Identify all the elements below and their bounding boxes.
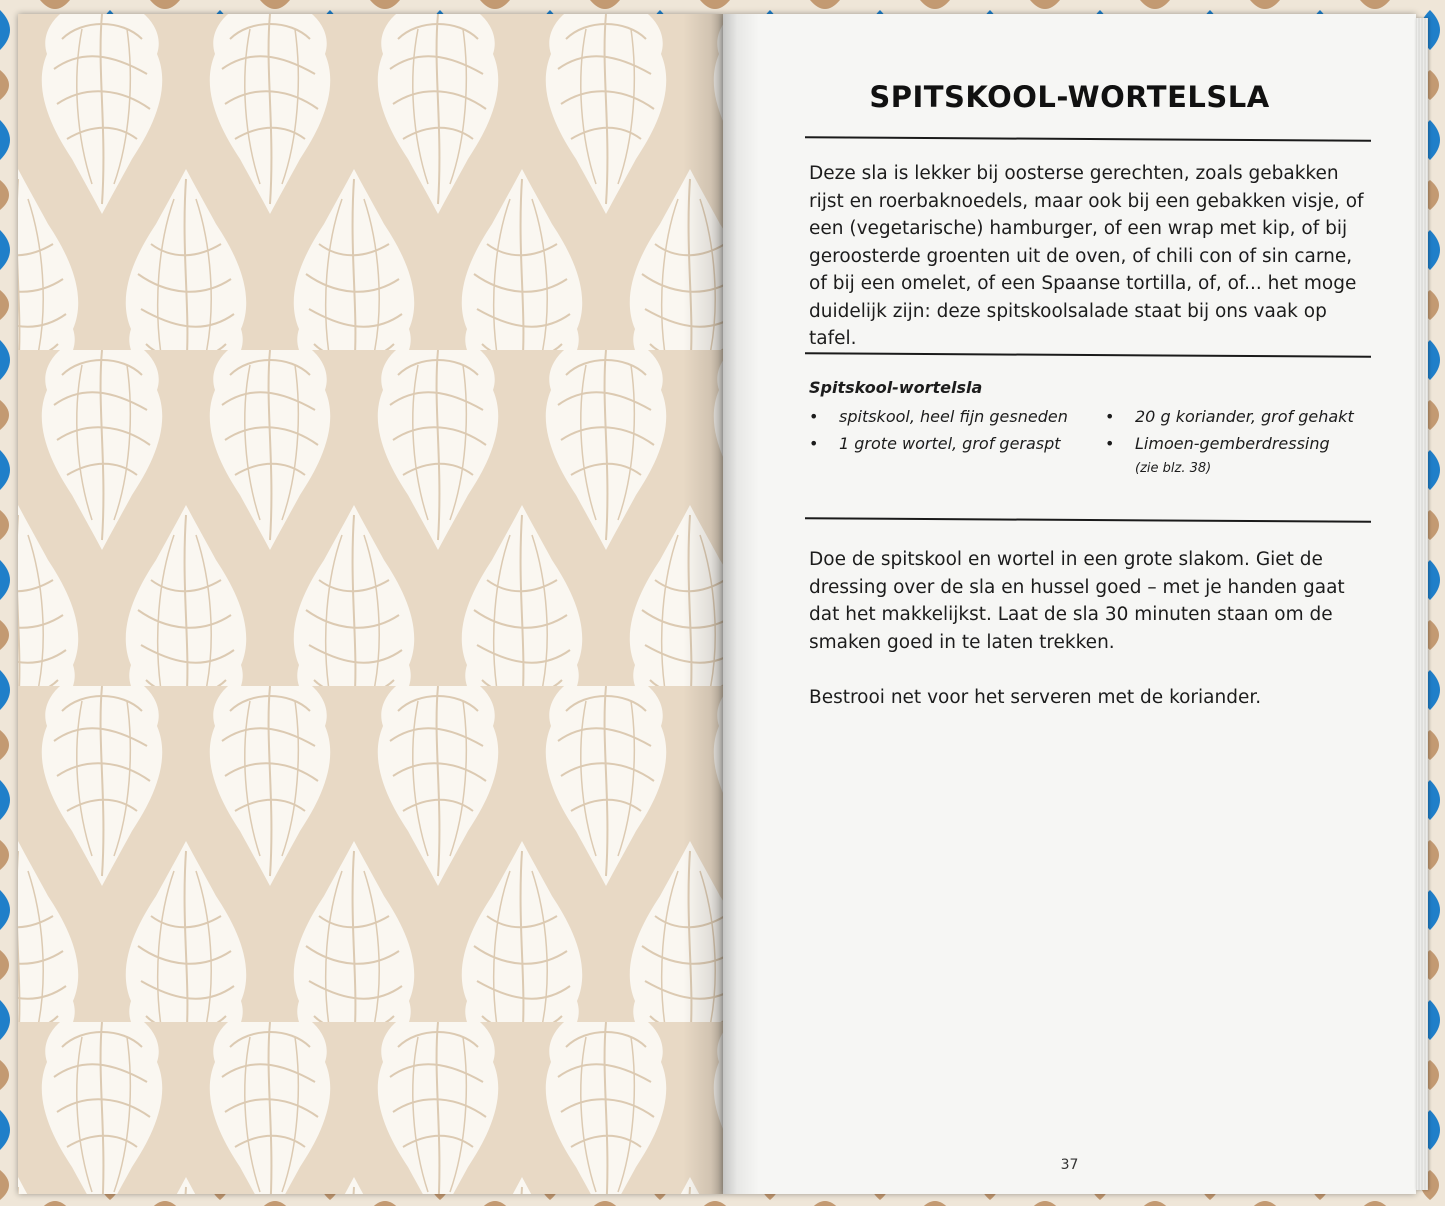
intro-line: duidelijk zijn: deze spitskoolsalade staat bij ons vaak op tafel.	[809, 300, 1327, 349]
ingredient-item: • spitskool, heel fijn gesneden	[809, 403, 1105, 430]
intro-line: rijst en roerbaknoedels, maar ook bij een gebakken visje, of	[809, 190, 1364, 212]
left-page-gutter-shadow	[683, 14, 723, 1194]
ingredient-item: • Limoen-gemberdressing	[1105, 430, 1354, 457]
ingredients-title: Spitskool-wortelsla	[809, 378, 983, 397]
ingredient-item: • 1 grote wortel, grof geraspt	[809, 430, 1105, 457]
ingredients-column-2	[1105, 403, 1354, 481]
ingredient-item: • 20 g koriander, grof gehakt	[1105, 403, 1354, 430]
intro-line: een (vegetarische) hamburger, of een wrap met kip, of bij	[809, 218, 1348, 239]
recipe-title: SPITSKOOL-WORTELSLA	[869, 80, 1270, 114]
ingredients-block	[809, 378, 1374, 481]
right-page	[723, 14, 1416, 1194]
divider-middle	[805, 352, 1371, 357]
ingredients-column-1	[809, 403, 1105, 481]
method-step: Doe de spitskool en wortel in een grote slakom. Giet de dressing over de sla en hussel goed – met je handen gaat dat het makkelijkst. Laat de sla 30 minuten staan om de smaken goed in te laten trekken.	[809, 549, 1345, 653]
intro-line: of bij een omelet, of een Spaanse tortilla, of, of... het moge	[809, 273, 1357, 294]
recipe-intro	[809, 160, 1369, 353]
intro-line: Deze sla is lekker bij oosterse gerechten, zoals gebakken	[809, 163, 1339, 184]
left-page-illustration	[18, 14, 723, 1194]
divider-top	[805, 136, 1371, 141]
page-block-edge	[1416, 18, 1428, 1190]
recipe-method	[809, 546, 1369, 740]
right-page-gutter-shadow	[723, 14, 759, 1194]
page-number: 37	[1060, 1157, 1079, 1173]
intro-line: geroosterde groenten uit de oven, of chili con of sin carne,	[809, 245, 1353, 267]
method-step: Bestrooi net voor het serveren met de koriander.	[809, 687, 1262, 708]
divider-bottom	[805, 517, 1371, 522]
cabbage-pattern	[18, 14, 723, 1194]
ingredient-page-reference: (zie blz. 38)	[1135, 461, 1212, 476]
